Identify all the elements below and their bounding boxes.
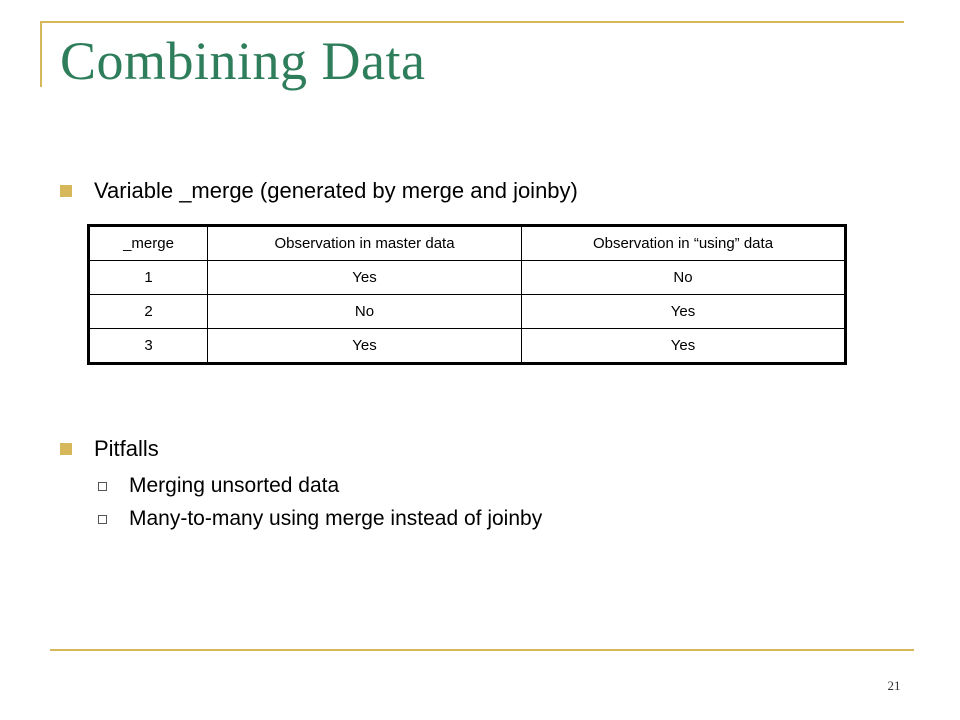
square-bullet-icon	[60, 443, 72, 455]
table-header-cell: Observation in “using” data	[522, 226, 846, 261]
table-cell: No	[208, 294, 522, 328]
table-cell: Yes	[208, 261, 522, 295]
table-cell: Yes	[522, 328, 846, 363]
square-bullet-icon	[60, 185, 72, 197]
slide-title: Combining Data	[60, 31, 426, 91]
hollow-square-bullet-icon	[98, 515, 107, 524]
bullet-item	[60, 436, 159, 462]
merge-table	[87, 224, 847, 365]
frame-top-line	[40, 21, 904, 23]
table-row	[89, 261, 846, 295]
table-cell: Yes	[522, 294, 846, 328]
table-cell: Yes	[208, 328, 522, 363]
table-header-row	[89, 226, 846, 261]
table-cell: 3	[89, 328, 208, 363]
frame-left-line	[40, 21, 42, 87]
table-cell: 1	[89, 261, 208, 295]
sub-bullet-item	[98, 474, 339, 498]
table-header-cell: Observation in master data	[208, 226, 522, 261]
bullet-item	[60, 178, 578, 204]
bullet-text: Pitfalls	[94, 436, 159, 461]
hollow-square-bullet-icon	[98, 482, 107, 491]
sub-bullet-text: Many-to-many using merge instead of joinby	[129, 507, 543, 530]
frame-bottom-line	[50, 649, 914, 651]
table-cell: No	[522, 261, 846, 295]
table-row	[89, 328, 846, 363]
table-cell: 2	[89, 294, 208, 328]
table-header-cell: _merge	[89, 226, 208, 261]
page-number: 21	[887, 678, 901, 693]
sub-bullet-text: Merging unsorted data	[129, 474, 340, 497]
table-row	[89, 294, 846, 328]
sub-bullet-item	[98, 507, 542, 531]
bullet-text: Variable _merge (generated by merge and joinby)	[94, 178, 578, 203]
